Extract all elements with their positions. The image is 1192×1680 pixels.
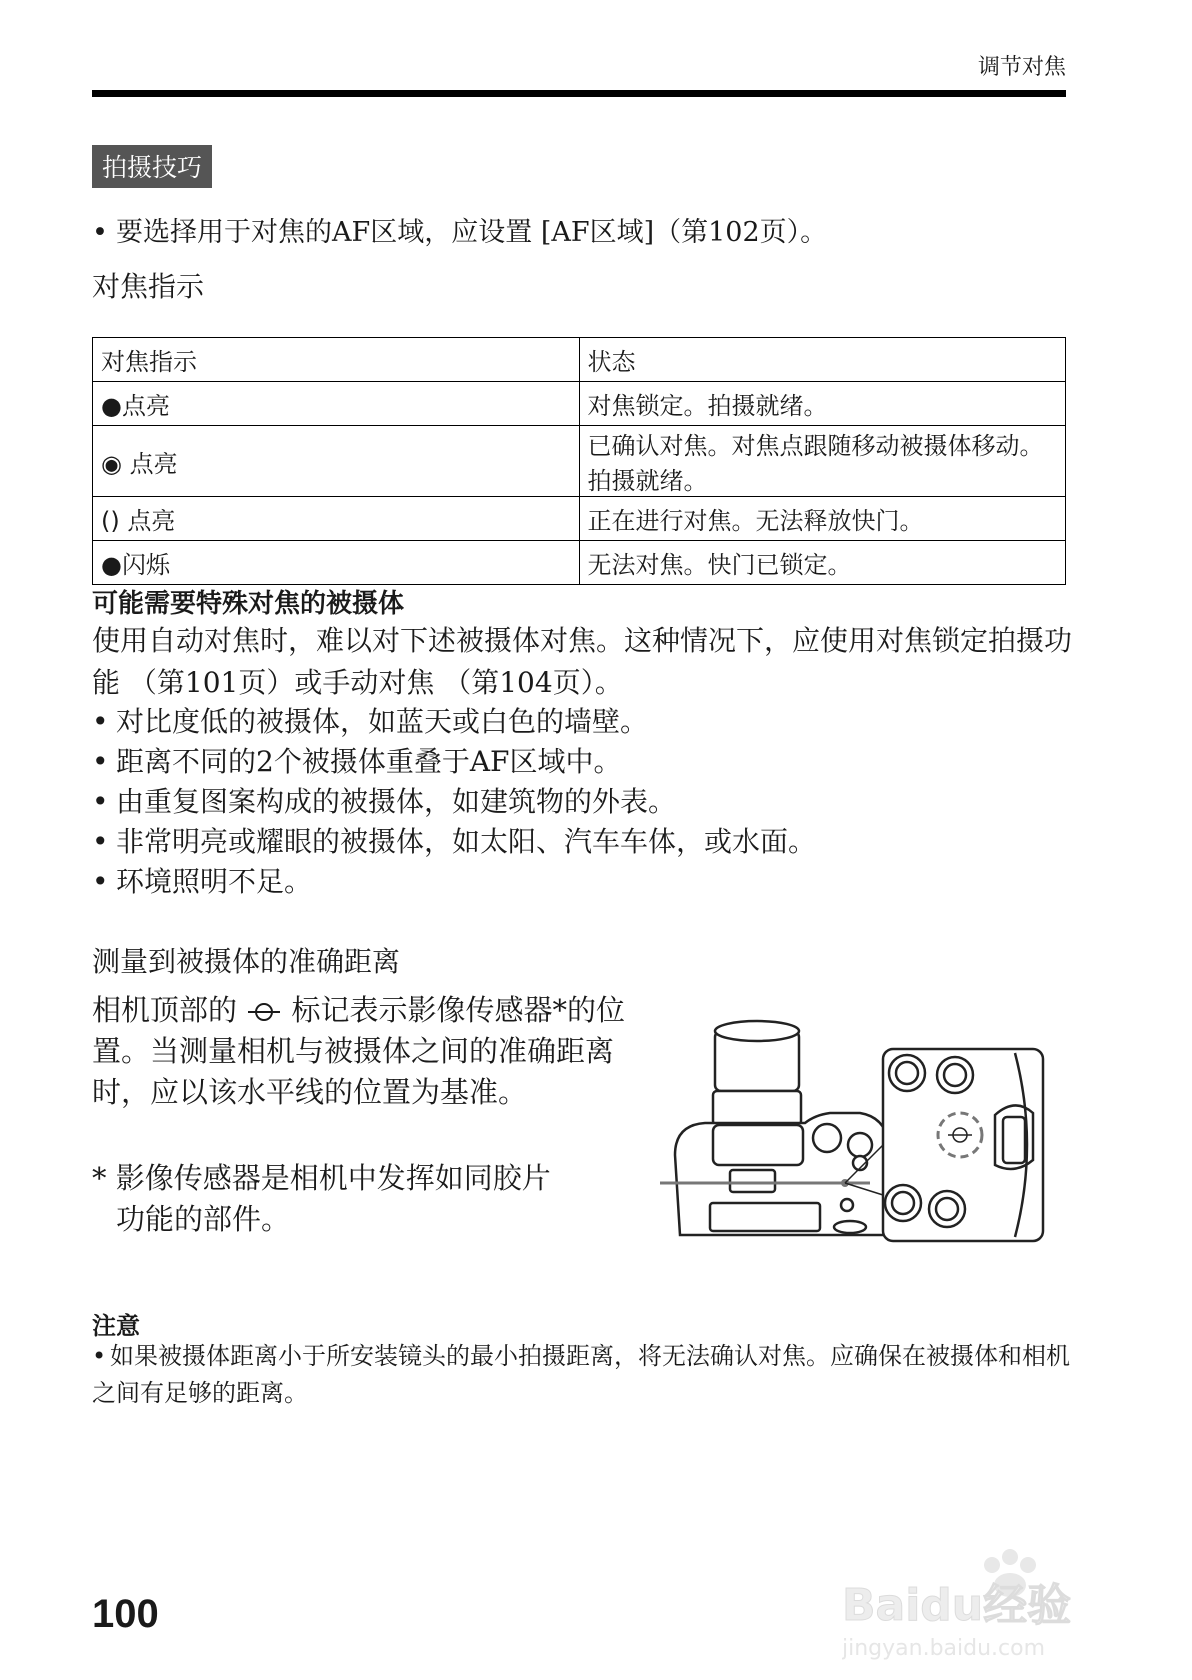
note-heading: 注意 xyxy=(92,1312,140,1340)
header-rule xyxy=(92,90,1066,97)
footnote: * 影像传感器是相机中发挥如同胶片 功能的部件。 xyxy=(92,1161,551,1236)
status-cell: 正在进行对焦。无法释放快门。 xyxy=(579,497,1066,541)
distance-text: 相机顶部的 标记表示影像传感器*的位置。当测量相机与被摄体之间的准确距离时，应以该水平线的位置为基准。 xyxy=(92,993,625,1109)
indicator-cell: ●点亮 xyxy=(93,382,580,426)
focus-indicator-table xyxy=(92,337,1066,585)
bullet: • xyxy=(92,705,109,738)
footnote-mark: * xyxy=(92,1161,107,1195)
column-header-indicator: 对焦指示 xyxy=(93,338,580,382)
difficult-intro: 使用自动对焦时，难以对下述被摄体对焦。这种情况下，应使用对焦锁定拍摄功能 （第101页）或手动对焦 （第104页）。 xyxy=(92,624,1073,699)
status-cell: 已确认对焦。对焦点跟随移动被摄体移动。拍摄就绪。 xyxy=(579,426,1066,497)
note-item xyxy=(92,1338,1072,1412)
indicator-cell: () 点亮 xyxy=(93,497,580,541)
svg-text:jingyan.baidu.com: jingyan.baidu.com xyxy=(842,1636,1046,1661)
indicator-cell: ●闪烁 xyxy=(93,541,580,585)
bullet: • xyxy=(92,825,109,858)
note-text: 如果被摄体距离小于所安装镜头的最小拍摄距离，将无法确认对焦。应确保在被摄体和相机之间有足够的距离。 xyxy=(92,1342,1070,1407)
table-row xyxy=(93,382,1066,426)
list-item: • 环境照明不足。 xyxy=(92,862,816,902)
tip-item xyxy=(92,210,827,249)
svg-text:Baidu经验: Baidu经验 xyxy=(842,1580,1072,1631)
status-cell: 对焦锁定。拍摄就绪。 xyxy=(579,382,1066,426)
indicator-cell: ◉ 点亮 xyxy=(93,426,580,497)
list-item: • 距离不同的2个被摄体重叠于AF区域中。 xyxy=(92,742,816,782)
status-cell: 无法对焦。快门已锁定。 xyxy=(579,541,1066,585)
image-sensor-mark-icon xyxy=(246,1001,282,1023)
table-row xyxy=(93,426,1066,497)
bullet: • xyxy=(92,785,109,818)
table-row xyxy=(93,541,1066,585)
bullet: • xyxy=(92,217,108,248)
list-item: • 非常明亮或耀眼的被摄体，如太阳、汽车车体，或水面。 xyxy=(92,822,816,862)
baidu-watermark-logo xyxy=(842,1535,1142,1665)
table-row xyxy=(93,497,1066,541)
bullet: • xyxy=(92,745,109,778)
difficult-list xyxy=(92,702,816,902)
tips-label: 拍摄技巧 xyxy=(92,145,212,188)
difficult-subjects-heading: 可能需要特殊对焦的被摄体 xyxy=(92,589,405,619)
bullet: • xyxy=(92,1342,107,1370)
bullet: • xyxy=(92,865,109,898)
focus-indicator-heading: 对焦指示 xyxy=(92,270,205,303)
running-header: 调节对焦 xyxy=(977,55,1066,80)
distance-heading: 测量到被摄体的准确距离 xyxy=(92,945,401,978)
list-item: • 由重复图案构成的被摄体，如建筑物的外表。 xyxy=(92,782,816,822)
list-item: • 对比度低的被摄体，如蓝天或白色的墙壁。 xyxy=(92,702,816,742)
page-number: 100 xyxy=(92,1592,159,1636)
table-header-row xyxy=(93,338,1066,382)
tip-text: 要选择用于对焦的AF区域，应设置 [AF区域]（第102页）。 xyxy=(116,217,828,248)
column-header-status: 状态 xyxy=(579,338,1066,382)
camera-top-illustration xyxy=(655,1005,1085,1255)
